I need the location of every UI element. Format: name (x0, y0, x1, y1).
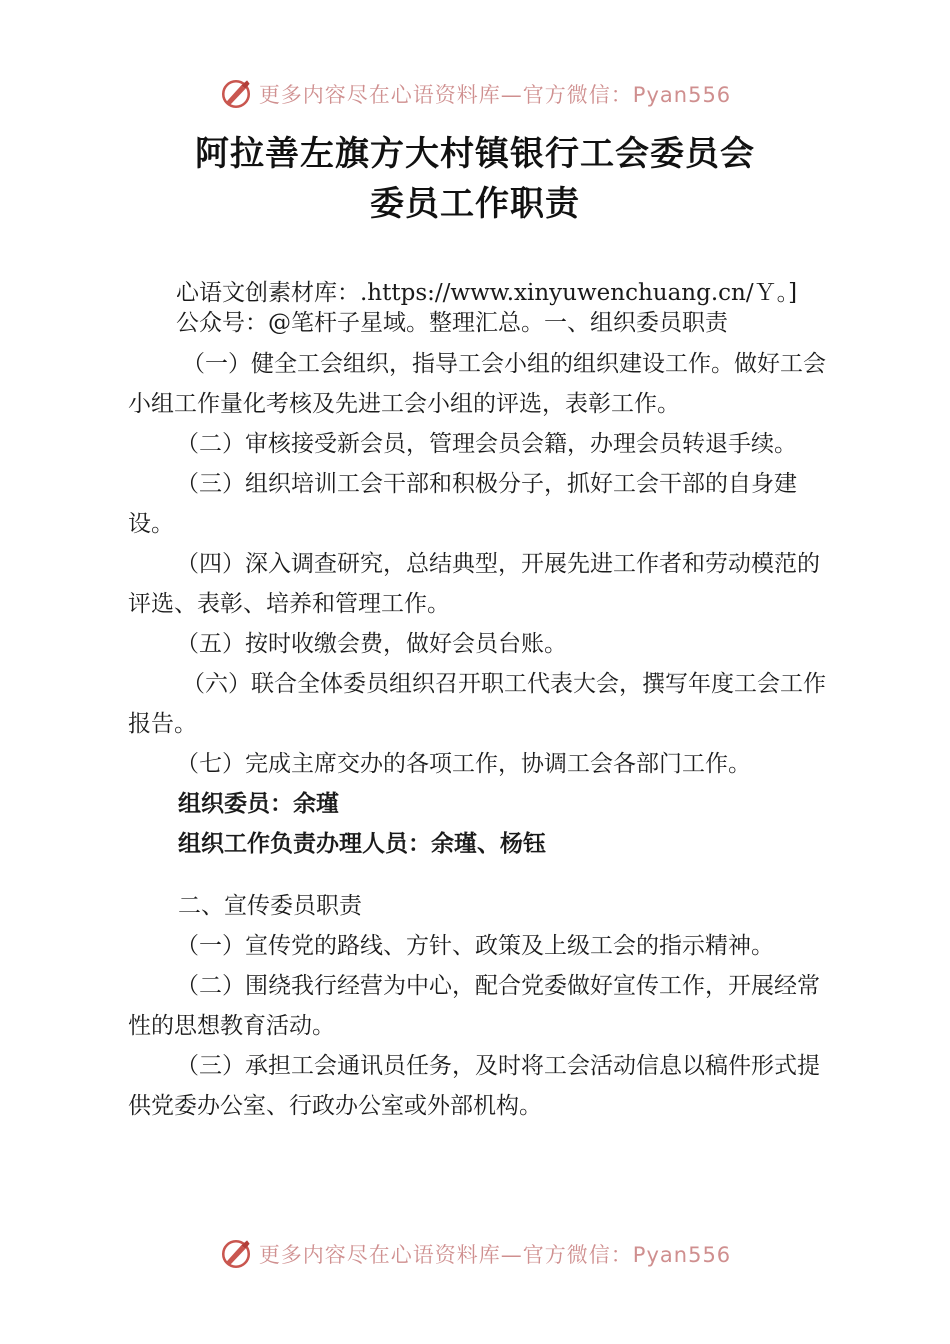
source-line: 心语文创素材库：.https://www.xinyuwenchuang.cn/Ｙ。] (176, 280, 798, 306)
org-duty-item: （七）完成主席交办的各项工作，协调工会各部门工作。 (176, 751, 751, 777)
org-member: 组织委员：余瑾 (178, 791, 339, 817)
org-handlers: 组织工作负责办理人员：余瑾、杨钰 (178, 831, 546, 857)
publicity-duty-item: （一）宣传党的路线、方针、政策及上级工会的指示精神。 (176, 933, 774, 959)
document-body (128, 278, 840, 1126)
org-duty-item: （五）按时收缴会费，做好会员台账。 (176, 631, 567, 657)
document-title-line2: 委员工作职责 (370, 184, 580, 224)
org-duty-item: （一）健全工会组织，指导工会小组的组织建设工作。做好工会小组工作量化考核及先进工会小组的评选，表彰工作。 (128, 351, 826, 417)
org-duty-item: （二）审核接受新会员，管理会员会籍，办理会员转退手续。 (176, 431, 797, 457)
document-title-line1: 阿拉善左旗方大村镇银行工会委员会 (195, 134, 755, 174)
pen-logo-icon (219, 1237, 253, 1271)
org-duty-item: （三）组织培训工会干部和积极分子，抓好工会干部的自身建设。 (128, 471, 797, 537)
watermark-text: 更多内容尽在心语资料库—官方微信：Pyan556 (258, 1243, 732, 1267)
publicity-duty-item: （三）承担工会通讯员任务，及时将工会活动信息以稿件形式提供党委办公室、行政办公室或外部机构。 (128, 1053, 820, 1119)
pen-logo-icon (219, 77, 253, 111)
watermark-footer (0, 1234, 950, 1274)
publicity-heading: 二、宣传委员职责 (178, 893, 362, 919)
publicity-duty-item: （二）围绕我行经营为中心，配合党委做好宣传工作，开展经常性的思想教育活动。 (128, 973, 820, 1039)
org-duty-item: （四）深入调查研究，总结典型，开展先进工作者和劳动模范的评选、表彰、培养和管理工作。 (128, 551, 820, 617)
source-line: 公众号：@笔杆子星域。整理汇总。一、组织委员职责 (176, 310, 728, 336)
org-duty-item: （六）联合全体委员组织召开职工代表大会，撰写年度工会工作报告。 (128, 671, 826, 737)
watermark-header (0, 74, 950, 114)
watermark-text: 更多内容尽在心语资料库—官方微信：Pyan556 (258, 83, 732, 107)
section-spacer (128, 864, 840, 886)
